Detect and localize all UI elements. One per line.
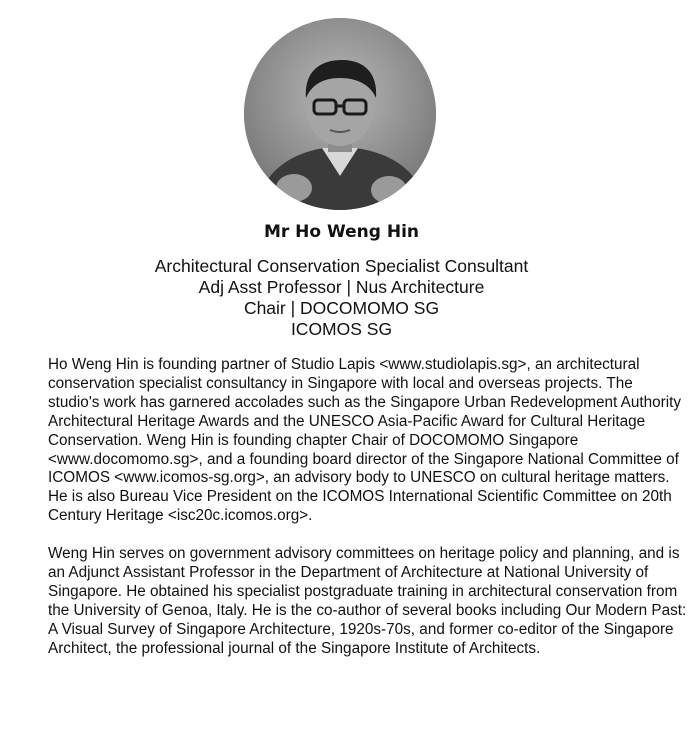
title-line: Chair | DOCOMOMO SG: [243, 298, 440, 318]
portrait-illustration: [244, 18, 436, 210]
biography: [48, 356, 688, 678]
title-line: Adj Asst Professor | Nus Architecture: [198, 277, 485, 297]
person-name: Mr Ho Weng Hin: [263, 222, 420, 242]
bio-paragraph: Ho Weng Hin is founding partner of Studio Lapis <www.studiolapis.sg>, an architectural conservation specialist consultancy in Singapore with local and overseas projects. The studio's work has garnered accolades such as the Singapore Urban Redevelopment Authority Architectural Heritage Awards and the UNESCO Asia-Pacific Award for Cultural Heritage Conservation. Weng Hin is founding chapter Chair of DOCOMOMO Singapore <www.docomomo.sg>, and a founding board director of the Singapore National Committee of ICOMOS <www.icomos-sg.org>, an advisory body to UNESCO on cultural heritage matters. He is also Bureau Vice President on the ICOMOS International Scientific Committee on 20th Century Heritage <isc20c.icomos.org>.: [48, 356, 682, 525]
job-titles: [0, 256, 683, 340]
title-line: ICOMOS SG: [290, 319, 393, 339]
bio-paragraph: Weng Hin serves on government advisory committees on heritage policy and planning, and is an Adjunct Assistant Professor in the Department of Architecture at National University of Singapore. He obtained his specialist postgraduate training in architectural conservation from the University of Genoa, Italy. He is the co-author of several books including Our Modern Past: A Visual Survey of Singapore Architecture, 1920s-70s, and former co-editor of the Singapore Architect, the professional journal of the Singapore Institute of Architects.: [48, 545, 687, 657]
profile-photo: [244, 18, 436, 210]
title-line: Architectural Conservation Specialist Consultant: [154, 256, 529, 276]
